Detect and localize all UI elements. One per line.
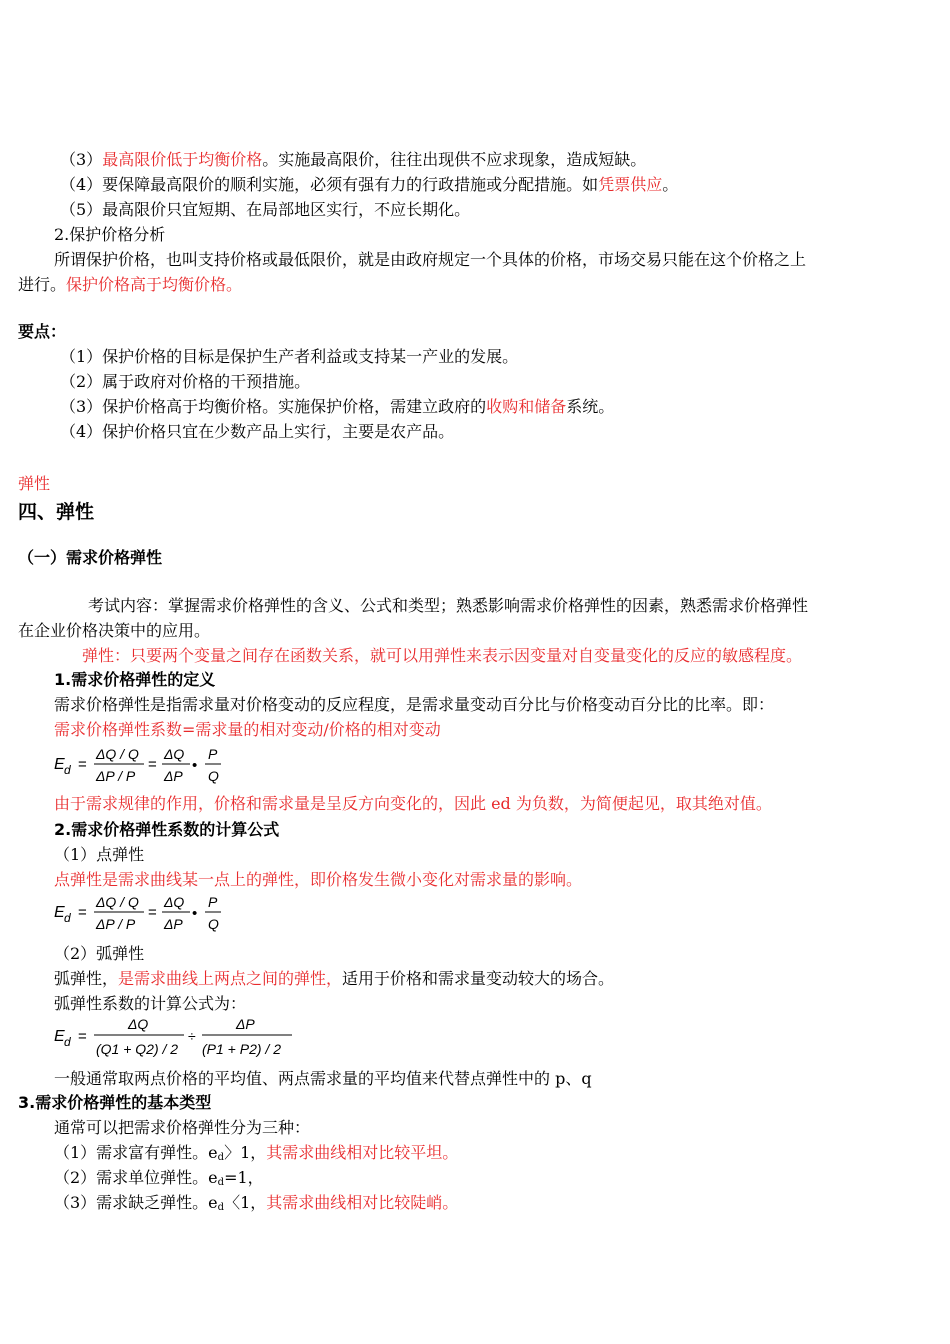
svg-text:d: d (64, 911, 71, 925)
svg-text:=: = (78, 904, 87, 921)
svg-text:E: E (54, 756, 65, 773)
svg-text:Q: Q (208, 916, 219, 932)
price-ceiling-item-5: （5）最高限价只宜短期、在局部地区实行，不应长期化。 (60, 200, 471, 219)
highlight-text: 是需求曲线上两点之间的弹性， (118, 969, 343, 988)
keypoint-item-3: （3）保护价格高于均衡价格。实施保护价格，需建立政府的收购和储备系统。 (60, 397, 615, 416)
svg-text:ΔP: ΔP (164, 916, 183, 932)
svg-text:ΔQ: ΔQ (164, 746, 185, 762)
svg-text:÷: ÷ (188, 1028, 196, 1044)
arc-elasticity-formula (52, 1013, 302, 1065)
highlight-text: 最高限价低于均衡价格 (102, 150, 263, 169)
elasticity-definition: 弹性：只要两个变量之间存在函数关系，就可以用弹性来表示因变量对自变量变化的反应的敏感程度。 (82, 646, 803, 665)
elasticity-type-3: （3）需求缺乏弹性。$e_d$〈1，其需求曲线相对比较陡峭。 (54, 1193, 459, 1213)
svg-text:ΔP / P: ΔP / P (96, 916, 136, 932)
svg-text:ΔP: ΔP (236, 1016, 255, 1032)
elasticity-type-2: （2）需求单位弹性。$e_d=1$， (54, 1168, 264, 1188)
highlight-text: 保护价格高于均衡价格。 (66, 275, 243, 294)
subsection-1-red-formula-text: 需求价格弹性系数=需求量的相对变动/价格的相对变动 (54, 720, 441, 739)
svg-text:ΔQ: ΔQ (128, 1016, 149, 1032)
svg-text:=: = (148, 756, 157, 773)
section-heading: （一）需求价格弹性 (18, 548, 163, 567)
absolute-value-note: 由于需求规律的作用，价格和需求量是呈反方向变化的，因此 ed 为负数，为简便起见，取其绝对值。 (54, 794, 772, 813)
section-title-support-price: 2.保护价格分析 (54, 225, 166, 244)
point-elasticity-formula-1 (52, 741, 232, 793)
highlight-text: 其需求曲线相对比较平坦。 (266, 1143, 459, 1162)
subsection-1-text: 需求价格弹性是指需求量对价格变动的反应程度，是需求量变动百分比与价格变动百分比的比率。即： (54, 695, 775, 714)
svg-text:ΔQ: ΔQ (164, 894, 185, 910)
svg-text:d: d (64, 1035, 71, 1049)
elasticity-type-1: （1）需求富有弹性。$e_d$〉1，其需求曲线相对比较平坦。 (54, 1143, 459, 1163)
support-price-paragraph-line1: 所谓保护价格，也叫支持价格或最低限价，就是由政府规定一个具体的价格，市场交易只能在这个价格之上 (54, 250, 807, 269)
svg-text:E: E (54, 1028, 65, 1045)
svg-text:•: • (192, 905, 198, 922)
exam-content-line2: 在企业价格决策中的应用。 (18, 621, 211, 640)
svg-text:P: P (208, 894, 218, 910)
subsection-3-intro: 通常可以把需求价格弹性分为三种： (54, 1118, 311, 1137)
arc-elasticity-label: （2）弧弹性 (54, 944, 145, 963)
support-price-paragraph-line2: 进行。保护价格高于均衡价格。 (18, 275, 243, 294)
exam-content-line1: 考试内容：掌握需求价格弹性的含义、公式和类型；熟悉影响需求价格弹性的因素，熟悉需求价格弹性 (88, 596, 809, 615)
subsection-1-title: 1.需求价格弹性的定义 (54, 670, 216, 689)
svg-text:ΔP / P: ΔP / P (96, 768, 136, 784)
price-ceiling-item-3: （3）最高限价低于均衡价格。实施最高限价，往往出现供不应求现象，造成短缺。 (60, 150, 647, 169)
keypoints-title: 要点： (18, 322, 67, 341)
svg-text:(Q1 + Q2) / 2: (Q1 + Q2) / 2 (96, 1041, 179, 1057)
keypoint-item-2: （2）属于政府对价格的干预措施。 (60, 372, 311, 391)
elasticity-red-label: 弹性 (18, 474, 51, 493)
keypoint-item-1: （1）保护价格的目标是保护生产者利益或支持某一产业的发展。 (60, 347, 519, 366)
svg-text:Q: Q (208, 768, 219, 784)
svg-text:ΔQ / Q: ΔQ / Q (96, 894, 139, 910)
svg-text:E: E (54, 904, 65, 921)
svg-text:d: d (64, 763, 71, 777)
point-elasticity-label: （1）点弹性 (54, 845, 145, 864)
price-ceiling-item-4: （4）要保障最高限价的顺利实施，必须有强有力的行政措施或分配措施。如凭票供应。 (60, 175, 679, 194)
point-elasticity-definition: 点弹性是需求曲线某一点上的弹性，即价格发生微小变化对需求量的影响。 (54, 870, 583, 889)
highlight-text: 凭票供应 (598, 175, 663, 194)
svg-text:=: = (78, 756, 87, 773)
svg-text:(P1 + P2) / 2: (P1 + P2) / 2 (202, 1041, 281, 1057)
keypoint-item-4: （4）保护价格只宜在少数产品上实行，主要是农产品。 (60, 422, 455, 441)
arc-formula-intro: 弧弹性系数的计算公式为： (54, 994, 247, 1013)
arc-elasticity-definition: 弧弹性，是需求曲线上两点之间的弹性，适用于价格和需求量变动较大的场合。 (54, 969, 615, 988)
point-elasticity-formula-2 (52, 889, 232, 941)
highlight-text: 其需求曲线相对比较陡峭。 (266, 1193, 459, 1212)
svg-text:=: = (78, 1028, 87, 1045)
svg-text:P: P (208, 746, 218, 762)
subsection-3-title: 3.需求价格弹性的基本类型 (18, 1093, 212, 1112)
chapter-heading: 四、弹性 (18, 501, 95, 523)
svg-text:=: = (148, 904, 157, 921)
svg-text:ΔQ / Q: ΔQ / Q (96, 746, 139, 762)
arc-note: 一般通常取两点价格的平均值、两点需求量的平均值来代替点弹性中的 p、q (54, 1069, 592, 1088)
subsection-2-title: 2.需求价格弹性系数的计算公式 (54, 820, 280, 839)
highlight-text: 收购和储备 (486, 397, 567, 416)
svg-text:•: • (192, 757, 198, 774)
svg-text:ΔP: ΔP (164, 768, 183, 784)
